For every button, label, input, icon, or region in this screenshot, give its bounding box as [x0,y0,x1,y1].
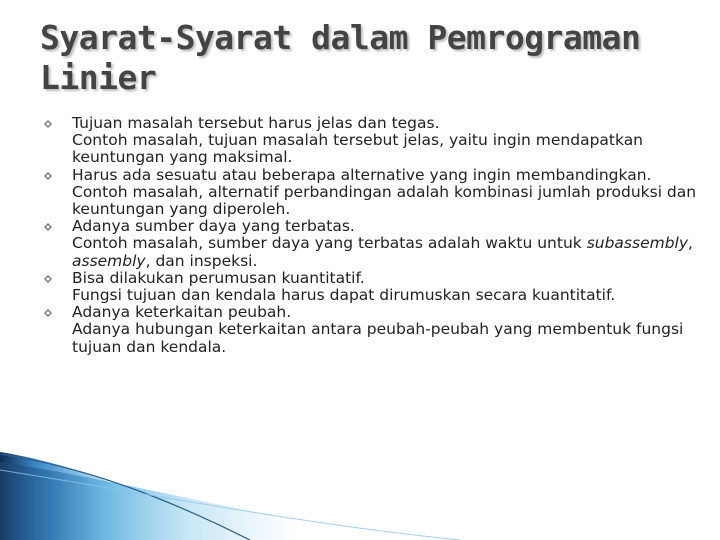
bullet-detail-text: Fungsi tujuan dan kendala harus dapat dirumuskan secara kuantitatif. [72,286,616,305]
decorative-swoosh [0,440,720,540]
bullet-main-text: Harus ada sesuatu atau beberapa alternative yang ingin membandingkan. [72,165,652,184]
bullet-item [44,218,704,270]
bullet-main-text: Bisa dilakukan perumusan kuantitatif. [72,268,365,287]
bullet-list [44,115,704,356]
bullet-detail-text [72,235,704,269]
bullet-item [44,167,704,219]
diamond-bullet-icon [44,172,52,180]
diamond-bullet-icon [44,223,52,231]
bullet-main-text: Adanya sumber daya yang terbatas. [72,217,355,236]
detail-prefix: Contoh masalah, sumber daya yang terbatas adalah waktu untuk [72,234,587,253]
detail-italic-subassembly: subassembly [586,234,689,253]
slide-title [40,18,690,98]
diamond-bullet-icon [44,309,52,317]
diamond-bullet-icon [44,275,52,283]
bullet-item [44,304,704,356]
bullet-item [44,270,704,304]
detail-separator: , [688,234,693,253]
title-line-2: Linier [40,58,157,97]
title-line-1: Syarat-Syarat dalam Pemrograman [40,18,641,57]
detail-suffix: , dan inspeksi. [145,251,258,270]
bullet-detail-text: Contoh masalah, alternatif perbandingan adalah kombinasi jumlah produksi dan keuntungan yang diperoleh. [72,182,697,219]
bullet-main-text: Tujuan masalah tersebut harus jelas dan tegas. [72,114,440,132]
bullet-detail-text: Adanya hubungan keterkaitan antara peubah-peubah yang membentuk fungsi tujuan dan kendala. [72,320,684,356]
bullet-item [44,115,704,167]
bullet-detail-text: Contoh masalah, tujuan masalah tersebut jelas, yaitu ingin mendapatkan keuntungan yang maksimal. [72,131,644,167]
detail-italic-assembly: assembly [72,251,146,270]
bullet-main-text: Adanya keterkaitan peubah. [72,303,292,322]
diamond-bullet-icon [44,120,52,128]
